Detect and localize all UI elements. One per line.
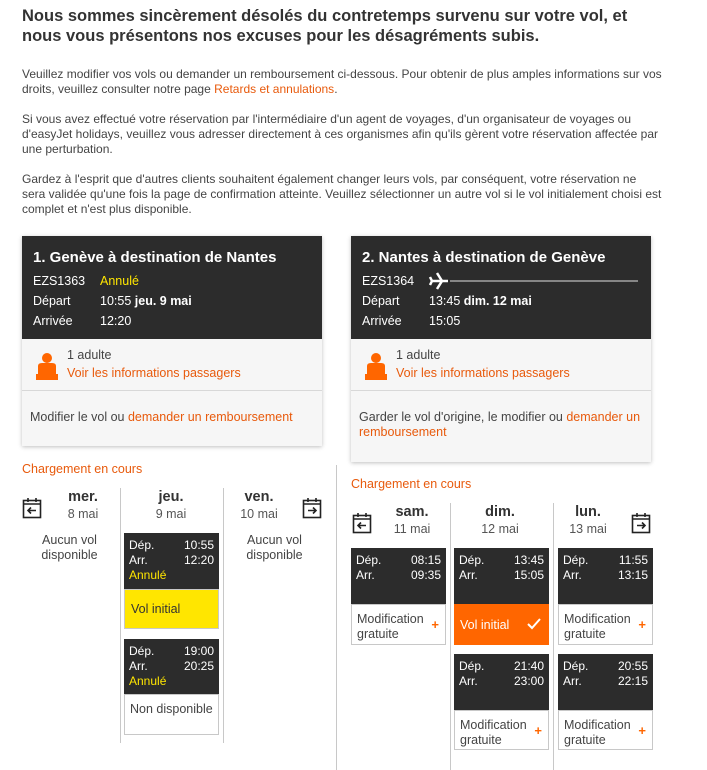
prev-day-icon[interactable] xyxy=(22,497,42,519)
next-day-icon[interactable] xyxy=(631,512,651,534)
flight-times: Dép. 13:45 Arr. 15:05 xyxy=(454,548,549,604)
refund-link[interactable]: demander un remboursement xyxy=(127,410,293,424)
inbound-loading: Chargement en cours xyxy=(351,477,472,491)
flight-option[interactable] xyxy=(454,548,549,645)
status-badge: Annulé xyxy=(129,674,167,688)
prev-day-icon[interactable] xyxy=(352,512,372,534)
flight-times: Dép. 08:15 Arr. 09:35 xyxy=(351,548,446,604)
day-header-sam[interactable]: sam. 11 mai xyxy=(393,504,431,536)
day-header-dim[interactable]: dim. 12 mai xyxy=(481,504,519,536)
plus-icon: + xyxy=(638,617,646,632)
day-header-lun[interactable]: lun. 13 mai xyxy=(569,504,607,536)
flight-option xyxy=(124,639,219,735)
inbound-card-header xyxy=(351,236,651,339)
passenger-info xyxy=(351,339,651,391)
unavailable-label: Non disponible xyxy=(124,694,219,735)
column-divider xyxy=(553,503,554,770)
arrive-label: Arrivée xyxy=(33,314,73,328)
column-divider xyxy=(120,488,121,743)
flight-times: Dép. 10:55 Arr. 12:20 Annulé xyxy=(124,533,219,589)
original-flight-button[interactable]: Vol initial xyxy=(124,589,219,629)
view-passengers-link[interactable]: Voir les informations passagers xyxy=(67,366,241,380)
passenger-icon xyxy=(365,352,387,380)
column-divider xyxy=(450,503,451,770)
passenger-info xyxy=(22,339,322,391)
flight-number: EZS1363 xyxy=(33,274,86,288)
flight-option[interactable] xyxy=(351,548,446,645)
arrive-value: 15:05 xyxy=(429,314,461,328)
check-icon xyxy=(527,618,541,630)
depart-value: 10:55 jeu. 9 mai xyxy=(100,294,192,308)
plus-icon: + xyxy=(638,723,646,738)
arrive-value: 12:20 xyxy=(100,314,132,328)
plus-icon: + xyxy=(431,617,439,632)
modify-text: Garder le vol d'origine, le modifier ou demander un remboursement xyxy=(359,410,641,439)
no-flight-text: Aucun vol disponible xyxy=(246,533,303,562)
day-header-jeu[interactable]: jeu. 9 mai xyxy=(155,489,187,521)
free-change-button[interactable]: Modification gratuite + xyxy=(558,604,653,645)
free-change-button[interactable]: Modification gratuite + xyxy=(351,604,446,645)
page-headline: Nous sommes sincèrement désolés du contretemps survenu sur votre vol, et nous vous présentons nos excuses pour les désagréments subis. xyxy=(22,7,628,45)
outbound-card-header xyxy=(22,236,322,339)
warning-paragraph: Gardez à l'esprit que d'autres clients souhaitent également changer leurs vols, par conséquent, votre réservation ne sera validée qu'une fois la page de confirmation atteinte. Veuillez sélectionner un autre vol si le vol initialement choisi est complet et n'est plus disponible. xyxy=(22,172,662,216)
original-flight-button[interactable]: Vol initial xyxy=(454,604,549,645)
depart-label: Départ xyxy=(362,294,400,308)
status-badge: Annulé xyxy=(129,568,167,582)
outbound-loading: Chargement en cours xyxy=(22,462,143,476)
next-day-icon[interactable] xyxy=(302,497,322,519)
passenger-count: 1 adulte xyxy=(396,348,441,362)
column-divider xyxy=(223,488,224,743)
view-passengers-link[interactable]: Voir les informations passagers xyxy=(396,366,570,380)
plus-icon: + xyxy=(534,723,542,738)
delays-cancellations-link[interactable]: Retards et annulations xyxy=(214,82,335,96)
free-change-button[interactable]: Modification gratuite + xyxy=(454,710,549,750)
passenger-icon xyxy=(36,352,58,380)
inbound-title: 2. Nantes à destination de Genève xyxy=(362,249,606,266)
depart-value: 13:45 dim. 12 mai xyxy=(429,294,532,308)
modify-text: Modifier le vol ou demander un remboursement xyxy=(30,410,293,424)
flight-option[interactable] xyxy=(124,533,219,629)
flight-number: EZS1364 xyxy=(362,274,415,288)
agent-paragraph: Si vous avez effectué votre réservation par l'intermédiaire d'un agent de voyages, d'un organisateur de voyages ou d'easyJet holidays, veuillez vous adresser directement à ces organismes afin qu'ils gèrent votre réservation affectée par une perturbation. xyxy=(22,112,659,156)
flight-times: Dép. 11:55 Arr. 13:15 xyxy=(558,548,653,604)
flight-option[interactable] xyxy=(558,548,653,645)
intro-paragraph: Veuillez modifier vos vols ou demander un remboursement ci-dessous. Pour obtenir de plus amples informations sur vos droits, veuillez consulter notre page Retards et annulations. xyxy=(22,67,662,96)
outbound-flight-card xyxy=(22,236,322,446)
plane-icon xyxy=(428,272,640,290)
flight-times: Dép. 20:55 Arr. 22:15 xyxy=(558,654,653,710)
passenger-count: 1 adulte xyxy=(67,348,112,362)
column-divider xyxy=(336,465,337,770)
day-header-ven[interactable]: ven. 10 mai xyxy=(240,489,278,521)
flight-option[interactable] xyxy=(558,654,653,750)
refund-link[interactable]: demander un remboursement xyxy=(359,410,641,439)
free-change-button[interactable]: Modification gratuite + xyxy=(558,710,653,750)
flight-times: Dép. 21:40 Arr. 23:00 xyxy=(454,654,549,710)
arrive-label: Arrivée xyxy=(362,314,402,328)
flight-times: Dép. 19:00 Arr. 20:25 Annulé xyxy=(124,639,219,694)
inbound-flight-card xyxy=(351,236,651,462)
status-badge: Annulé xyxy=(100,274,139,288)
day-header-mer[interactable]: mer. 8 mai xyxy=(67,489,99,521)
outbound-title: 1. Genève à destination de Nantes xyxy=(33,249,277,266)
flight-option[interactable] xyxy=(454,654,549,750)
depart-label: Départ xyxy=(33,294,71,308)
no-flight-text: Aucun vol disponible xyxy=(41,533,98,562)
